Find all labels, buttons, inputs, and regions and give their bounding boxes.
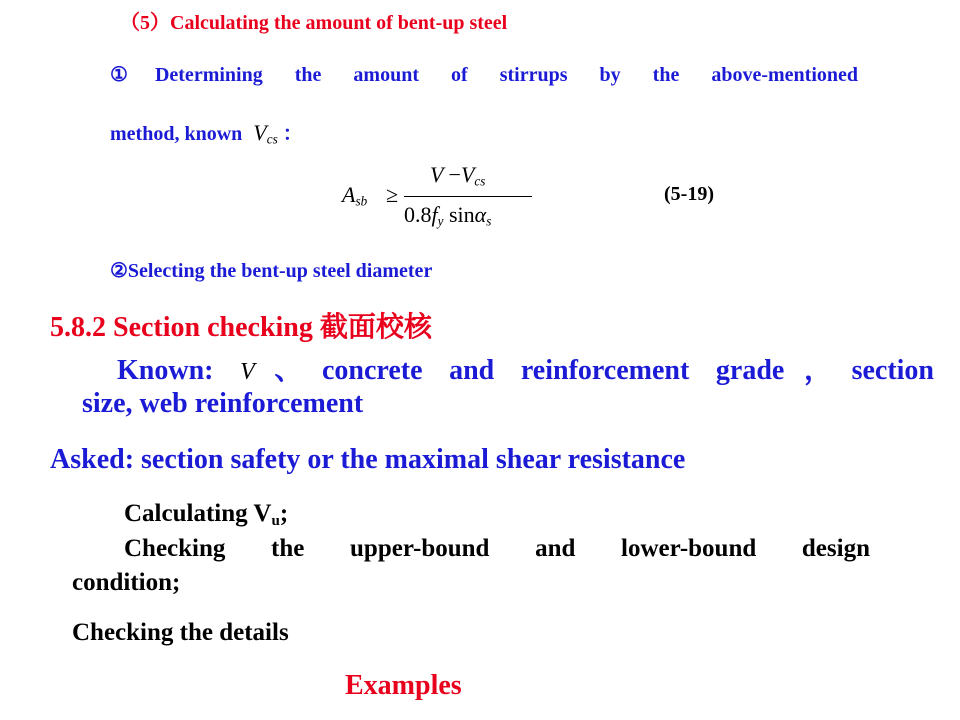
known-line1 — [117, 348, 934, 388]
known-line2: size, web reinforcement — [82, 388, 364, 419]
step5-title: （5）Calculating the amount of bent-up steel — [120, 12, 508, 34]
step5-item1-colon: ： — [282, 123, 303, 145]
known-line1-rest: 、concrete and reinforcement grade，section — [254, 355, 934, 386]
step5-item2: ②Selecting the bent-up steel diameter — [110, 260, 433, 282]
alpha-symbol: $\alpha_s$ — [474, 202, 492, 229]
examples-link[interactable]: Examples — [345, 670, 462, 701]
fraction-bar — [404, 196, 532, 197]
vcs-symbol: $V_{cs}$ — [253, 120, 278, 147]
step5-item1-line2-text: method, known — [110, 123, 243, 145]
section-heading: 5.8.2 Section checking 截面校核 — [50, 312, 432, 343]
known-label: Known: — [117, 355, 214, 386]
formula-number: (5-19) — [664, 183, 714, 205]
step5-item1-line1: ①Determining the amount of stirrups by the above-mentioned — [110, 64, 858, 86]
fy-symbol: $f_y$ — [431, 202, 444, 229]
step5-item1-line2 — [110, 117, 303, 147]
check-bounds-line1: Checking the upper-bound and lower-bound design — [124, 535, 870, 562]
known-v-symbol: V — [240, 359, 255, 385]
formula-lhs: $A_{sb}$ — [342, 182, 368, 209]
formula-denominator: $0.8f_y$ sinα$_s$ — [404, 202, 492, 229]
asked-line: Asked: section safety or the maximal shear resistance — [50, 444, 686, 475]
calc-vu-line: Calculating $V_u$; — [124, 500, 289, 529]
formula-numerator: $V -V_{cs}$ — [430, 162, 486, 189]
check-details: Checking the details — [72, 619, 289, 646]
check-bounds-line2: condition; — [72, 569, 181, 596]
formula-5-19 — [342, 160, 542, 240]
formula-relation: ≥ — [386, 182, 399, 207]
